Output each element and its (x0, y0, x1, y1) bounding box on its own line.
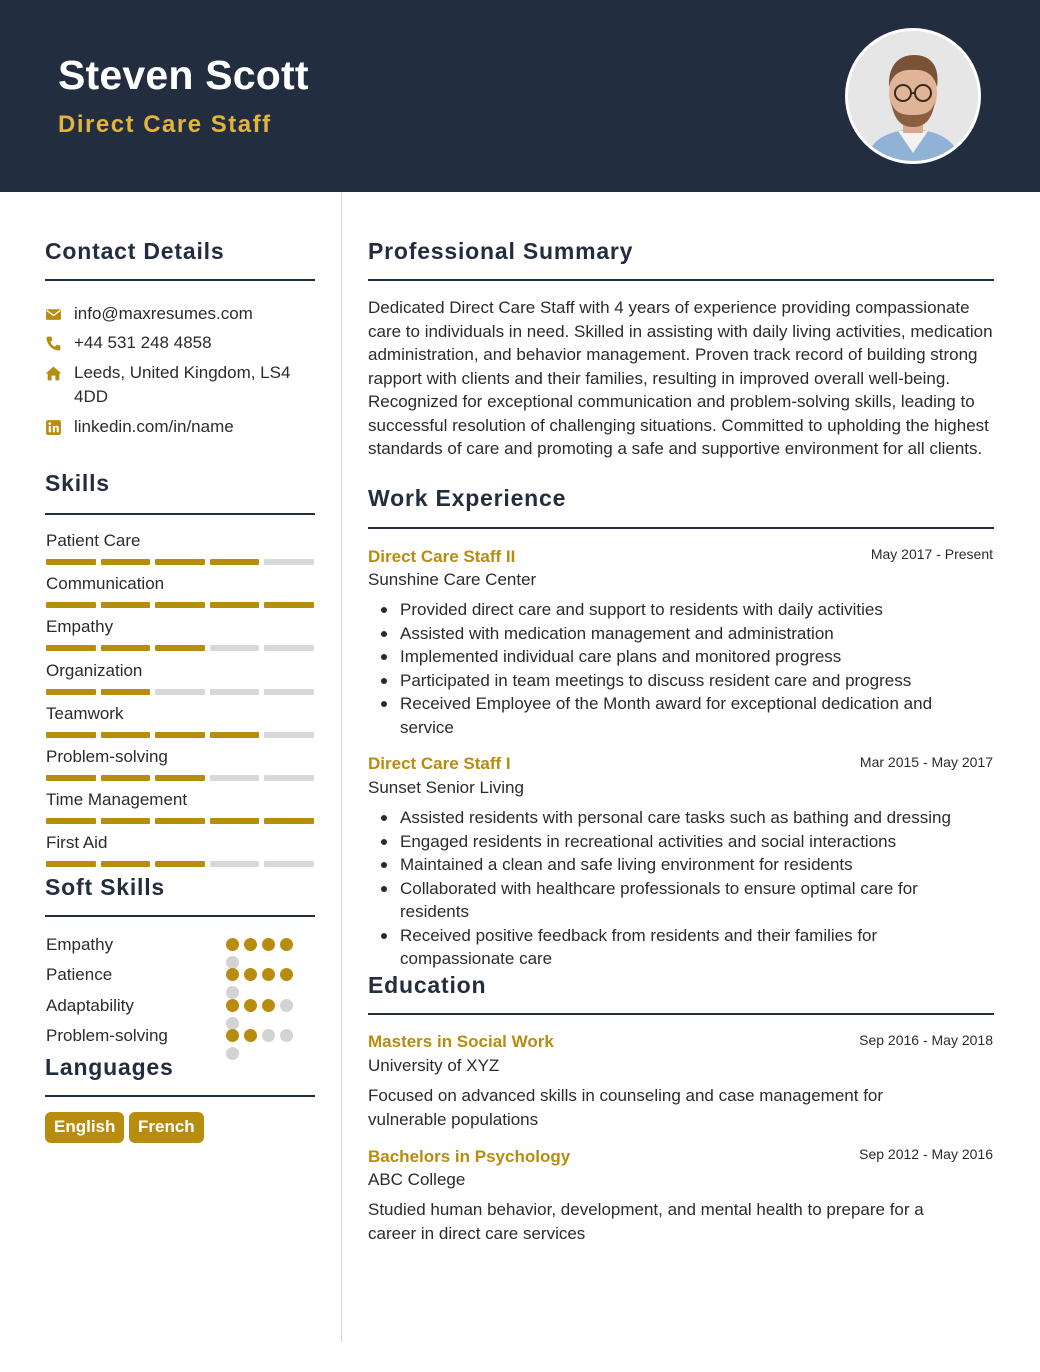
skill-level-segment (155, 732, 205, 738)
rating-dot (226, 999, 239, 1012)
rating-dot (262, 968, 275, 981)
skill-label: Teamwork (46, 703, 124, 723)
skill-level-segment (210, 732, 260, 738)
job-employer: Sunset Senior Living (368, 778, 524, 797)
skill-level-bar (46, 732, 314, 738)
rating-dot (244, 968, 257, 981)
email-text: info@maxresumes.com (74, 304, 253, 323)
linkedin-icon (45, 419, 62, 436)
rating-dot (226, 1029, 239, 1042)
list-item: Participated in team meetings to discuss resident care and progress (368, 669, 994, 693)
resume-header (0, 0, 1040, 192)
skill-level-segment (264, 689, 314, 695)
skill-level-segment (46, 775, 96, 781)
skill-level-segment (46, 818, 96, 824)
degree-dates: Sep 2012 - May 2016 (859, 1146, 993, 1162)
skill-level-segment (155, 559, 205, 565)
skill-level-bar (46, 645, 314, 651)
skill-label: Problem-solving (46, 747, 168, 766)
skill-level-segment (155, 861, 205, 867)
skill-level-segment (210, 645, 260, 651)
section-rule (45, 279, 315, 281)
school-name: ABC College (368, 1170, 466, 1189)
skill-level-segment (101, 689, 151, 695)
degree-title: Bachelors in Psychology (368, 1147, 571, 1166)
job-bullets (368, 806, 994, 971)
job-title: Direct Care Staff I (368, 754, 511, 773)
list-item: Maintained a clean and safe living environment for residents (368, 853, 994, 877)
education-section-title: Education (368, 972, 487, 998)
phone-text: +44 531 248 4858 (74, 333, 212, 352)
skill-level-segment (155, 689, 205, 695)
section-rule (368, 279, 994, 281)
linkedin-text: linkedin.com/in/name (74, 417, 234, 436)
skill-level-segment (155, 602, 205, 608)
job-dates: Mar 2015 - May 2017 (859, 754, 993, 770)
language-badge: English (45, 1112, 124, 1143)
skill-level-bar (46, 775, 314, 781)
list-item: Engaged residents in recreational activities and social interactions (368, 830, 994, 854)
candidate-name: Steven Scott (58, 52, 309, 98)
skill-level-segment (155, 775, 205, 781)
rating-dot (226, 1017, 239, 1030)
languages-section-title: Languages (45, 1054, 174, 1080)
list-item: Received Employee of the Month award for exceptional dedication and service (368, 692, 994, 739)
rating-dot (226, 956, 239, 969)
list-item: Assisted with medication management and administration (368, 622, 994, 646)
skill-level-bar (46, 818, 314, 824)
column-divider (341, 192, 342, 1342)
soft-skill-rating (226, 968, 298, 982)
skill-label: First Aid (46, 833, 108, 853)
soft-skill-rating (226, 999, 298, 1013)
rating-dot (280, 968, 293, 981)
job-title: Direct Care Staff II (368, 547, 516, 566)
list-item: Assisted residents with personal care tasks such as bathing and dressing (368, 806, 994, 830)
rating-dot (262, 1029, 275, 1042)
section-rule (45, 1095, 315, 1097)
skill-level-segment (101, 861, 151, 867)
rating-dot (280, 999, 293, 1012)
rating-dot (226, 986, 239, 999)
skill-level-bar (46, 689, 314, 695)
contact-section-title: Contact Details (45, 238, 225, 264)
degree-dates: Sep 2016 - May 2018 (859, 1032, 993, 1048)
skill-level-segment (46, 559, 96, 565)
envelope-icon (45, 306, 62, 323)
skill-level-segment (264, 602, 314, 608)
skill-level-segment (210, 689, 260, 695)
list-item: Received positive feedback from residents and their families for compassionate care (368, 924, 994, 971)
contact-email[interactable] (45, 302, 315, 326)
job-bullets (368, 598, 994, 739)
soft-skill-label: Problem-solving (46, 1025, 168, 1045)
list-item: Implemented individual care plans and monitored progress (368, 645, 994, 669)
skill-level-segment (101, 732, 151, 738)
section-rule (368, 527, 994, 529)
skill-level-segment (264, 818, 314, 824)
person-portrait-icon (848, 31, 978, 161)
skill-label: Empathy (46, 617, 114, 637)
list-item: Collaborated with healthcare professionals to ensure optimal care for residents (368, 877, 994, 924)
summary-section-title: Professional Summary (368, 238, 634, 264)
skill-level-segment (101, 602, 151, 608)
section-rule (368, 1013, 994, 1015)
job-employer: Sunshine Care Center (368, 570, 537, 589)
skill-label: Organization (46, 660, 143, 680)
candidate-role: Direct Care Staff (58, 111, 272, 138)
rating-dot (280, 938, 293, 951)
skill-level-segment (264, 775, 314, 781)
soft-skill-rating (226, 1029, 298, 1043)
language-badge: French (129, 1112, 204, 1143)
soft-skills-section-title: Soft Skills (45, 874, 165, 900)
rating-dot (262, 999, 275, 1012)
degree-description: Focused on advanced skills in counseling and case management for vulnerable populations (368, 1086, 884, 1129)
skill-level-segment (101, 645, 151, 651)
skill-level-segment (46, 861, 96, 867)
skill-level-segment (210, 775, 260, 781)
skills-section-title: Skills (45, 470, 110, 496)
rating-dot (226, 1047, 239, 1060)
skill-level-bar (46, 559, 314, 565)
skill-level-segment (210, 559, 260, 565)
section-rule (45, 513, 315, 515)
address-text: Leeds, United Kingdom, LS4 4DD (74, 363, 291, 406)
skill-level-segment (155, 645, 205, 651)
skill-label: Communication (46, 574, 165, 594)
section-rule (45, 915, 315, 917)
rating-dot (280, 1029, 293, 1042)
skill-level-segment (264, 861, 314, 867)
skill-label: Time Management (46, 790, 188, 810)
home-icon (45, 365, 62, 382)
skill-level-segment (264, 645, 314, 651)
skill-label: Patient Care (46, 531, 141, 550)
experience-section-title: Work Experience (368, 485, 567, 511)
skill-level-segment (210, 818, 260, 824)
skill-level-segment (264, 559, 314, 565)
skill-level-segment (46, 732, 96, 738)
skill-level-bar (46, 861, 314, 867)
rating-dot (262, 938, 275, 951)
rating-dot (226, 968, 239, 981)
rating-dot (226, 938, 239, 951)
phone-icon (45, 335, 62, 352)
skill-level-segment (46, 602, 96, 608)
soft-skill-label: Adaptability (46, 995, 134, 1015)
rating-dot (244, 999, 257, 1012)
contact-phone[interactable] (45, 331, 315, 355)
soft-skill-label: Patience (46, 965, 113, 985)
rating-dot (244, 1029, 257, 1042)
rating-dot (244, 938, 257, 951)
skill-level-segment (46, 689, 96, 695)
job-dates: May 2017 - Present (870, 546, 993, 562)
profile-photo (845, 28, 981, 164)
skill-level-segment (101, 818, 151, 824)
degree-title: Masters in Social Work (368, 1032, 554, 1051)
soft-skill-label: Empathy (46, 935, 114, 954)
skill-level-segment (264, 732, 314, 738)
skill-level-segment (155, 818, 205, 824)
list-item: Provided direct care and support to residents with daily activities (368, 598, 994, 622)
summary-text: Dedicated Direct Care Staff with 4 years of experience providing compassionate care to individuals in need. Skilled in assisting with daily living activities, medication administration, and behavior management. Proven track record of building strong rapport with clients and their families, resulting in improved overall well-being. Recognized for exceptional communication and problem-solving skills, leading to successful resolution of challenging situations. Committed to upholding the highest standards of care and promoting a safe and supportive environment for all clients. (368, 298, 993, 458)
skill-level-segment (101, 559, 151, 565)
skill-level-segment (101, 775, 151, 781)
school-name: University of XYZ (368, 1056, 500, 1075)
skill-level-bar (46, 602, 314, 608)
degree-description: Studied human behavior, development, and mental health to prepare for a career in direct care services (368, 1200, 924, 1243)
skill-level-segment (210, 602, 260, 608)
skill-level-segment (46, 645, 96, 651)
skill-level-segment (210, 861, 260, 867)
soft-skill-rating (226, 938, 298, 952)
contact-address (45, 361, 315, 409)
contact-linkedin[interactable] (45, 415, 315, 439)
